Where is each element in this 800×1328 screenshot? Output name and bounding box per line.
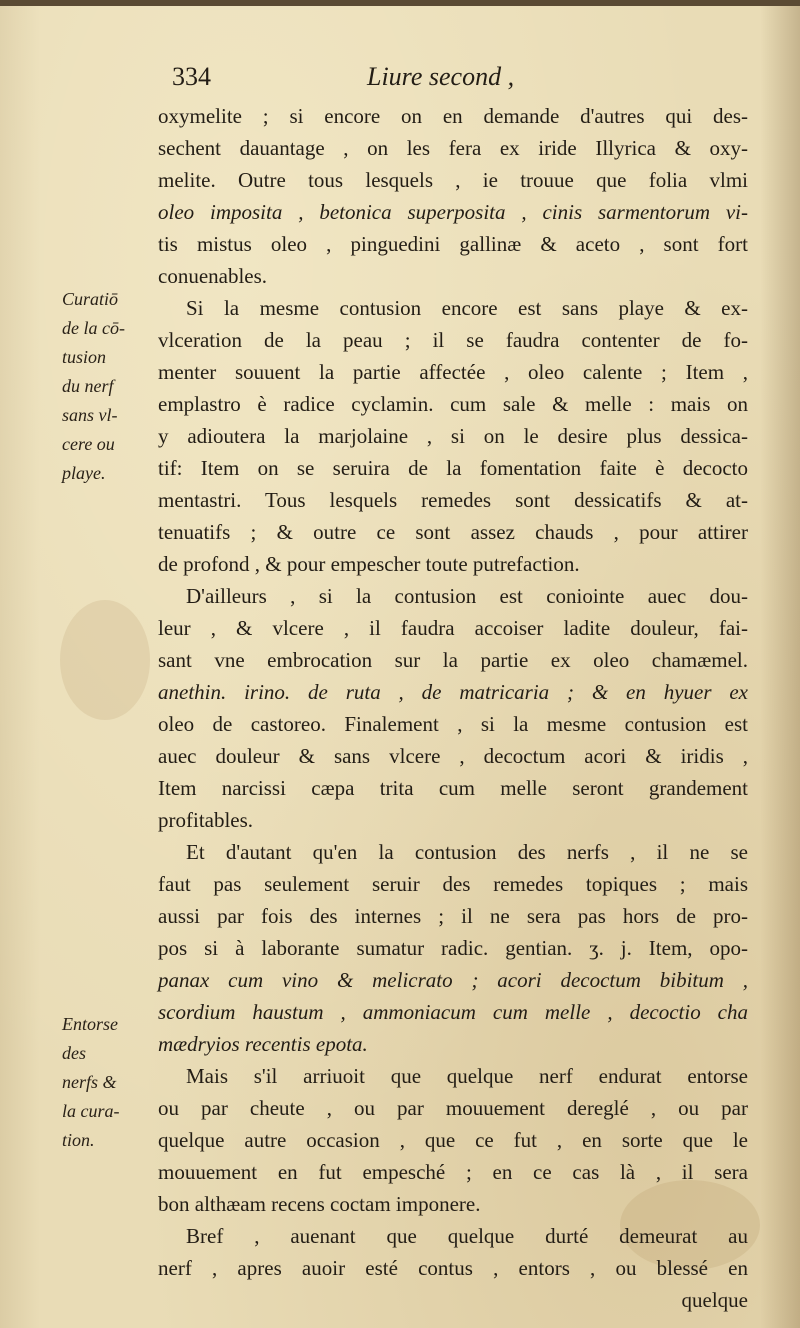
text-line: menter souuent la partie affectée , oleo calente ; Item , — [158, 360, 748, 384]
text-line: melite. Outre tous lesquels , ie trouue que folia vlmi — [158, 168, 748, 192]
text-line: Bref , auenant que quelque durté demeurat au — [186, 1224, 748, 1248]
margin-note-line: tusion — [62, 347, 107, 367]
text-line: ou par cheute , ou par mouuement dereglé , ou par — [158, 1096, 748, 1120]
text-line: mædryios recentis epota. — [158, 1032, 368, 1056]
text-line: Et d'autant qu'en la contusion des nerfs , il ne se — [186, 840, 748, 864]
text-line: pos si à laborante sumatur radic. gentian. ʒ. j. Item, opo- — [158, 936, 748, 960]
text-line: scordium haustum , ammoniacum cum melle , decoctio cha — [158, 1000, 748, 1024]
margin-note-entorse — [62, 1010, 120, 1155]
text-line: quelque autre occasion , que ce fut , en sorte que le — [158, 1128, 748, 1152]
text-line: Mais s'il arriuoit que quelque nerf endurat entorse — [186, 1064, 748, 1088]
margin-note-line: Entorse — [62, 1014, 118, 1034]
margin-note-line: des — [62, 1043, 86, 1063]
text-line: tenuatifs ; & outre ce sont assez chauds , pour attirer — [158, 520, 748, 544]
running-title: Liure second , — [367, 62, 515, 91]
margin-note-line: du nerf — [62, 376, 114, 396]
text-line: oxymelite ; si encore on en demande d'autres qui des- — [158, 104, 748, 128]
text-line: bon althæam recens coctam imponere. — [158, 1192, 481, 1216]
text-line: vlceration de la peau ; il se faudra contenter de fo- — [158, 328, 748, 352]
margin-note-line: tion. — [62, 1130, 95, 1150]
margin-note-line: la cura- — [62, 1101, 120, 1121]
text-line: mentastri. Tous lesquels remedes sont dessicatifs & at- — [158, 488, 748, 512]
text-line: auec douleur & sans vlcere , decoctum acori & iridis , — [158, 744, 748, 768]
text-line: de profond , & pour empescher toute putrefaction. — [158, 552, 580, 576]
margin-note-contusion — [62, 285, 125, 488]
text-line: nerf , apres auoir esté contus , entors , ou blessé en — [158, 1256, 748, 1280]
text-line: y adioutera la marjolaine , si on le desire plus dessica- — [158, 424, 748, 448]
margin-note-line: sans vl- — [62, 405, 118, 425]
text-line: mouuement en fut empesché ; en ce cas là , il sera — [158, 1160, 748, 1184]
catchword: quelque — [681, 1288, 748, 1312]
text-line: D'ailleurs , si la contusion est coniointe auec dou- — [186, 584, 748, 608]
text-line: anethin. irino. de ruta , de matricaria ; & en hyuer ex — [158, 680, 748, 704]
text-line: aussi par fois des internes ; il ne sera pas hors de pro- — [158, 904, 748, 928]
page-header — [172, 62, 592, 96]
text-line: faut pas seulement seruir des remedes topiques ; mais — [158, 872, 748, 896]
margin-note-line: de la cō- — [62, 318, 125, 338]
margin-note-line: cere ou — [62, 434, 115, 454]
text-line: Si la mesme contusion encore est sans playe & ex- — [186, 296, 748, 320]
text-line: tif: Item on se seruira de la fomentation faite è decocto — [158, 456, 748, 480]
text-line: leur , & vlcere , il faudra accoiser ladite douleur, fai- — [158, 616, 748, 640]
text-line: conuenables. — [158, 264, 268, 288]
text-line: panax cum vino & melicrato ; acori decoctum bibitum , — [158, 968, 748, 992]
margin-note-line: playe. — [62, 463, 106, 483]
text-line: sechent dauantage , on les fera ex iride Illyrica & oxy- — [158, 136, 748, 160]
text-line: oleo imposita , betonica superposita , cinis sarmentorum vi- — [158, 200, 748, 224]
text-line: oleo de castoreo. Finalement , si la mesme contusion est — [158, 712, 748, 736]
margin-note-line: nerfs & — [62, 1072, 117, 1092]
text-line: Item narcissi cæpa trita cum melle seront grandement — [158, 776, 748, 800]
paper-stain — [60, 600, 150, 720]
text-line: emplastro è radice cyclamin. cum sale & melle : mais on — [158, 392, 748, 416]
page-number: 334 — [172, 62, 211, 91]
text-line: tis mistus oleo , pinguedini gallinæ & aceto , sont fort — [158, 232, 748, 256]
text-line: profitables. — [158, 808, 254, 832]
main-text — [158, 100, 748, 1316]
text-line: sant vne embrocation sur la partie ex oleo chamæmel. — [158, 648, 748, 672]
margin-note-line: Curatiō — [62, 289, 119, 309]
